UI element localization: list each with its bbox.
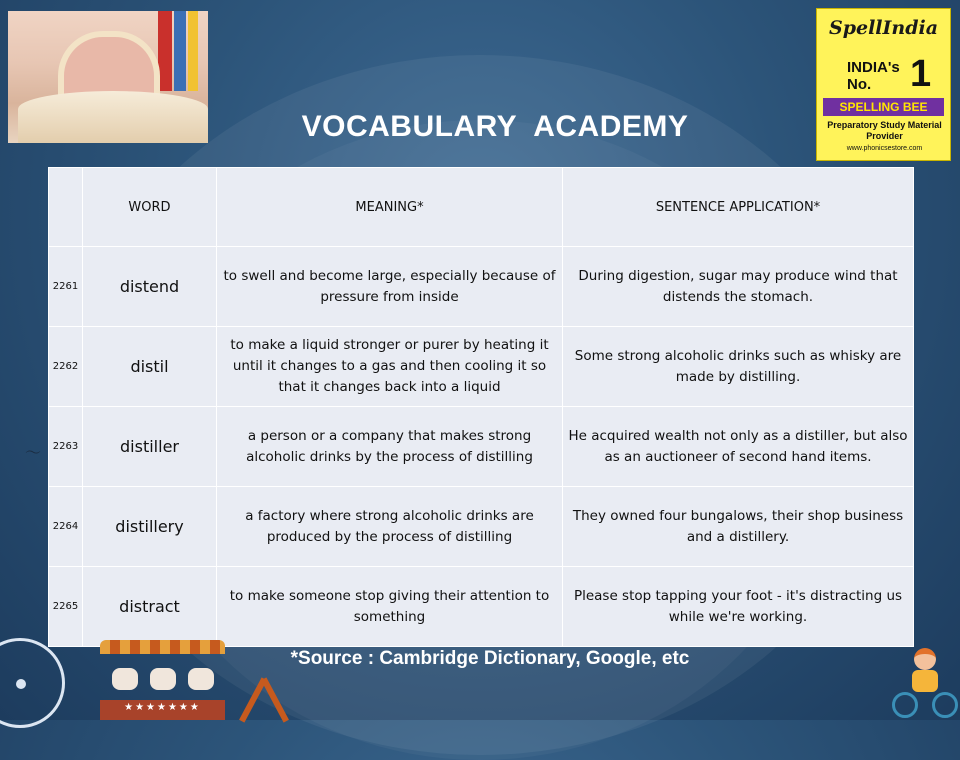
ferris-wheel-icon [0, 638, 65, 728]
row-sentence: Please stop tapping your foot - it's distracting us while we're working. [563, 567, 914, 647]
row-meaning: a person or a company that makes strong alcoholic drinks by the process of distilling [217, 407, 563, 487]
page-title: VOCABULARY ACADEMY [301, 110, 689, 143]
vocabulary-table [48, 167, 914, 647]
bird-icon: 〜 [25, 445, 42, 462]
row-word: distract [83, 567, 217, 647]
row-number: 2263 [49, 407, 83, 487]
table-row [49, 487, 914, 567]
row-word: distend [83, 247, 217, 327]
row-sentence: During digestion, sugar may produce wind that distends the stomach. [563, 247, 914, 327]
row-number: 2261 [49, 247, 83, 327]
table-row [49, 407, 914, 487]
row-word: distil [83, 327, 217, 407]
row-number: 2265 [49, 567, 83, 647]
row-sentence: He acquired wealth not only as a distiller, but also as an auctioneer of second hand items. [563, 407, 914, 487]
header-sentence: SENTENCE APPLICATION* [563, 168, 914, 247]
source-note: *Source : Cambridge Dictionary, Google, etc [290, 648, 690, 669]
logo-subtitle: Preparatory Study Material Provider [827, 120, 942, 141]
row-word: distiller [83, 407, 217, 487]
row-number: 2262 [49, 327, 83, 407]
logo-badge: SPELLING BEE [823, 98, 944, 116]
logo-indias: INDIA's No. [847, 59, 900, 93]
open-book-image [8, 11, 208, 143]
header-number [49, 168, 83, 247]
row-meaning: to swell and become large, especially because of pressure from inside [217, 247, 563, 327]
table-row [49, 567, 914, 647]
swing-ride-icon [230, 676, 300, 720]
row-number: 2264 [49, 487, 83, 567]
logo-brand: SpellIndia [828, 17, 939, 39]
logo-website: www.phonicsestore.com [846, 145, 923, 152]
carousel-icon [100, 640, 225, 720]
header-meaning: MEANING* [217, 168, 563, 247]
header-word: WORD [83, 168, 217, 247]
row-meaning: a factory where strong alcoholic drinks are produced by the process of distilling [217, 487, 563, 567]
spellindia-logo [816, 8, 951, 161]
logo-number: 1 [910, 53, 932, 95]
row-word: distillery [83, 487, 217, 567]
row-sentence: Some strong alcoholic drinks such as whisky are made by distilling. [563, 327, 914, 407]
row-meaning: to make someone stop giving their attention to something [217, 567, 563, 647]
carousel-stars: ★★★★★★★ [124, 702, 201, 713]
row-sentence: They owned four bungalows, their shop business and a distillery. [563, 487, 914, 567]
kid-on-bicycle-icon [890, 648, 960, 720]
table-row [49, 247, 914, 327]
table-row [49, 327, 914, 407]
row-meaning: to make a liquid stronger or purer by heating it until it changes to a gas and then cooling it so that it changes back into a liquid [217, 327, 563, 407]
table-header-row [49, 168, 914, 247]
